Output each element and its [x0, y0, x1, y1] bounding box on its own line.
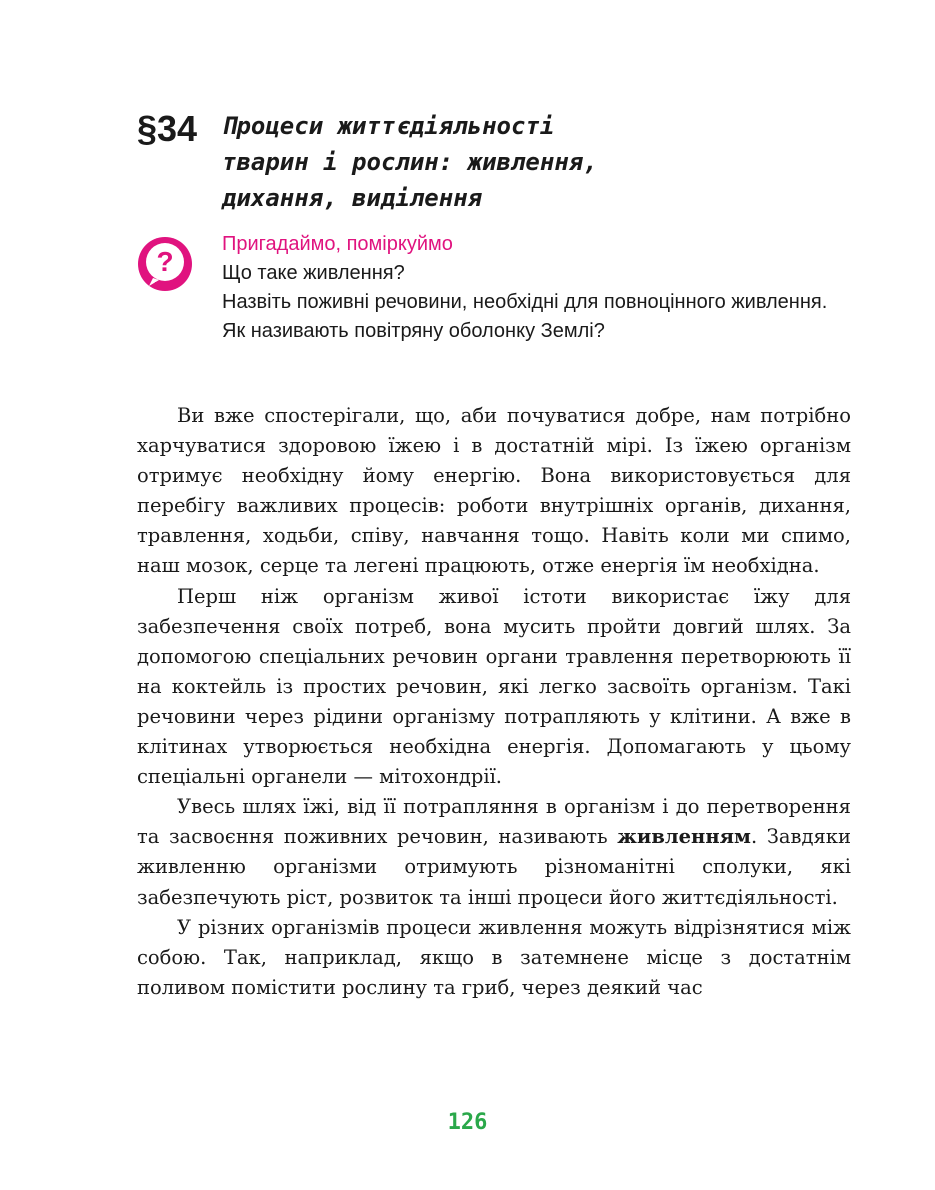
paragraph: У різних організмів процеси живлення можуть відрізнятися між собою. Так, наприклад, якщо в затемнене місце з достатнім поливом помістити рослину та гриб, через деякий час	[137, 915, 851, 999]
recall-question: Назвіть поживні речовини, необхідні для повноцінного живлення.	[222, 291, 828, 313]
section-title-line: дихання, виділення	[222, 184, 483, 212]
paragraph: Перш ніж організм живої істоти використає їжу для забезпечення своїх потреб, вона мусить пройти довгий шлях. За допомогою спеціальних речовин органи травлення перетворюють її на коктейль із простих речовин, які легко засвоїть організм. Такі речовини через рідини організму потрапляють у клітини. А вже в клітинах утворюється необхідна енергія. Допомагають у цьому спеціальні органели — мітохондрії.	[137, 584, 851, 789]
recall-question: Що таке живлення?	[222, 262, 405, 284]
paragraph-text: . Завдяки живленню організми отримують різноманітні сполуки, які забезпечують ріст, розвиток та інші процеси його життєдіяльності.	[137, 825, 851, 909]
svg-text:?: ?	[156, 246, 174, 277]
recall-question: Як називають повітряну оболонку Землі?	[222, 320, 605, 342]
section-number: §34	[137, 108, 198, 149]
recall-heading: Пригадаймо, поміркуймо	[222, 233, 453, 255]
term-bold: живленням	[617, 825, 751, 849]
page-number: 126	[447, 1110, 488, 1135]
question-bubble-icon	[137, 236, 193, 292]
section-title	[222, 108, 782, 216]
section-title-line: Процеси життєдіяльності	[222, 112, 555, 140]
paragraph: Ви вже спостерігали, що, аби почуватися добре, нам потрібно харчуватися здоровою їжею і в достатній мірі. Із їжею організм отримує необхідну йому енергію. Вона використовується для перебігу важливих процесів: роботи внутрішніх органів, дихання, травлення, ходьби, співу, навчання тощо. Навіть коли ми спимо, наш мозок, серце та легені працюють, отже енергія їм необхідна.	[137, 404, 851, 578]
paragraph-text: Увесь шлях їжі, від її потрапляння в організм і до перетворення та засвоєння поживних речовин, називають	[137, 795, 851, 849]
section-title-line: тварин і рослин: живлення,	[222, 148, 598, 176]
recall-block	[222, 230, 862, 346]
main-text	[137, 401, 851, 1003]
paragraph	[137, 792, 851, 912]
